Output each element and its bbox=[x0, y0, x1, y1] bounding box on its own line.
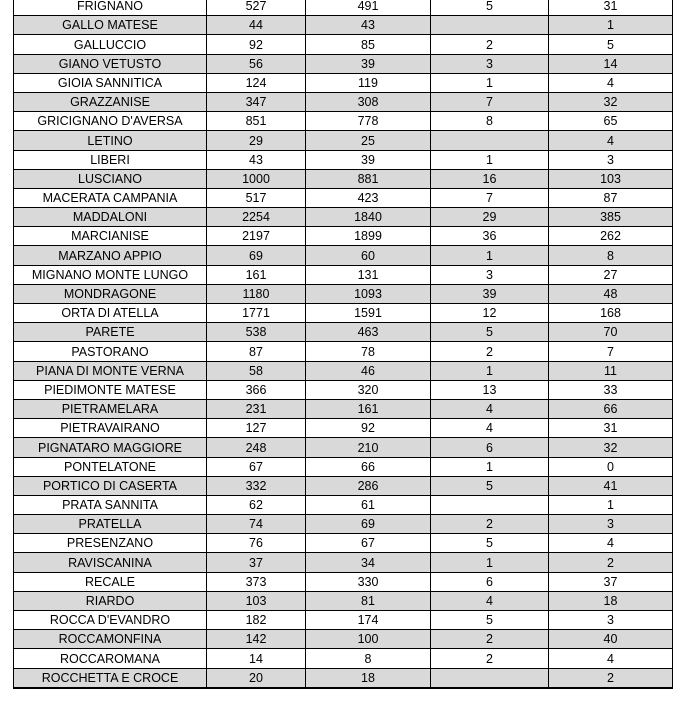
municipality-cell: ROCCAMONFINA bbox=[14, 630, 207, 649]
table-row bbox=[14, 380, 673, 399]
value-cell-1: 14 bbox=[207, 649, 306, 668]
value-cell-2: 308 bbox=[306, 92, 431, 111]
value-cell-3: 1 bbox=[431, 457, 549, 476]
value-cell-1: 37 bbox=[207, 553, 306, 572]
value-cell-4: 37 bbox=[549, 572, 673, 591]
municipality-cell: PRATELLA bbox=[14, 515, 207, 534]
value-cell-4: 27 bbox=[549, 265, 673, 284]
municipality-cell: ROCCA D'EVANDRO bbox=[14, 611, 207, 630]
value-cell-3: 1 bbox=[431, 150, 549, 169]
value-cell-2: 100 bbox=[306, 630, 431, 649]
municipality-cell: MONDRAGONE bbox=[14, 284, 207, 303]
value-cell-2: 119 bbox=[306, 73, 431, 92]
value-cell-4: 18 bbox=[549, 591, 673, 610]
value-cell-2: 25 bbox=[306, 131, 431, 150]
table-row bbox=[14, 668, 673, 688]
value-cell-3: 2 bbox=[431, 35, 549, 54]
value-cell-2: 43 bbox=[306, 16, 431, 35]
municipality-cell: PARETE bbox=[14, 323, 207, 342]
value-cell-4: 32 bbox=[549, 92, 673, 111]
value-cell-1: 2254 bbox=[207, 208, 306, 227]
value-cell-4: 11 bbox=[549, 361, 673, 380]
value-cell-1: 538 bbox=[207, 323, 306, 342]
value-cell-2: 39 bbox=[306, 54, 431, 73]
value-cell-4: 70 bbox=[549, 323, 673, 342]
municipality-cell: LUSCIANO bbox=[14, 169, 207, 188]
value-cell-3 bbox=[431, 16, 549, 35]
table-row bbox=[14, 131, 673, 150]
value-cell-3 bbox=[431, 668, 549, 688]
value-cell-1: 76 bbox=[207, 534, 306, 553]
value-cell-2: 174 bbox=[306, 611, 431, 630]
value-cell-3: 36 bbox=[431, 227, 549, 246]
value-cell-2: 46 bbox=[306, 361, 431, 380]
value-cell-2: 491 bbox=[306, 0, 431, 16]
table-row bbox=[14, 92, 673, 111]
value-cell-3 bbox=[431, 131, 549, 150]
table-row bbox=[14, 227, 673, 246]
table-body bbox=[14, 0, 673, 688]
value-cell-1: 161 bbox=[207, 265, 306, 284]
value-cell-1: 248 bbox=[207, 438, 306, 457]
municipality-cell: MIGNANO MONTE LUNGO bbox=[14, 265, 207, 284]
value-cell-3: 1 bbox=[431, 361, 549, 380]
value-cell-3: 2 bbox=[431, 515, 549, 534]
value-cell-4: 32 bbox=[549, 438, 673, 457]
value-cell-2: 85 bbox=[306, 35, 431, 54]
municipality-cell: RIARDO bbox=[14, 591, 207, 610]
value-cell-2: 81 bbox=[306, 591, 431, 610]
table-row bbox=[14, 611, 673, 630]
value-cell-1: 851 bbox=[207, 112, 306, 131]
table-row bbox=[14, 323, 673, 342]
value-cell-2: 1899 bbox=[306, 227, 431, 246]
value-cell-3: 5 bbox=[431, 534, 549, 553]
value-cell-2: 286 bbox=[306, 476, 431, 495]
value-cell-1: 103 bbox=[207, 591, 306, 610]
table-row bbox=[14, 188, 673, 207]
value-cell-3: 1 bbox=[431, 553, 549, 572]
value-cell-4: 14 bbox=[549, 54, 673, 73]
municipality-cell: PASTORANO bbox=[14, 342, 207, 361]
value-cell-3: 5 bbox=[431, 323, 549, 342]
value-cell-3: 5 bbox=[431, 0, 549, 16]
value-cell-4: 1 bbox=[549, 16, 673, 35]
value-cell-4: 0 bbox=[549, 457, 673, 476]
table-row bbox=[14, 534, 673, 553]
municipality-cell: MARCIANISE bbox=[14, 227, 207, 246]
table-row bbox=[14, 495, 673, 514]
value-cell-4: 4 bbox=[549, 534, 673, 553]
value-cell-4: 48 bbox=[549, 284, 673, 303]
table-row bbox=[14, 304, 673, 323]
value-cell-3: 2 bbox=[431, 630, 549, 649]
value-cell-1: 87 bbox=[207, 342, 306, 361]
value-cell-4: 65 bbox=[549, 112, 673, 131]
value-cell-4: 87 bbox=[549, 188, 673, 207]
value-cell-2: 69 bbox=[306, 515, 431, 534]
value-cell-1: 58 bbox=[207, 361, 306, 380]
value-cell-2: 131 bbox=[306, 265, 431, 284]
table-row bbox=[14, 361, 673, 380]
value-cell-1: 43 bbox=[207, 150, 306, 169]
value-cell-2: 1093 bbox=[306, 284, 431, 303]
value-cell-2: 1840 bbox=[306, 208, 431, 227]
value-cell-4: 168 bbox=[549, 304, 673, 323]
value-cell-3: 1 bbox=[431, 73, 549, 92]
table-row bbox=[14, 284, 673, 303]
value-cell-1: 1771 bbox=[207, 304, 306, 323]
municipality-cell: GRICIGNANO D'AVERSA bbox=[14, 112, 207, 131]
value-cell-2: 39 bbox=[306, 150, 431, 169]
municipality-cell: GIANO VETUSTO bbox=[14, 54, 207, 73]
value-cell-2: 67 bbox=[306, 534, 431, 553]
value-cell-1: 20 bbox=[207, 668, 306, 688]
value-cell-2: 1591 bbox=[306, 304, 431, 323]
municipality-cell: MARZANO APPIO bbox=[14, 246, 207, 265]
value-cell-2: 161 bbox=[306, 399, 431, 418]
municipality-cell: PIANA DI MONTE VERNA bbox=[14, 361, 207, 380]
value-cell-2: 8 bbox=[306, 649, 431, 668]
value-cell-4: 3 bbox=[549, 515, 673, 534]
value-cell-3: 2 bbox=[431, 342, 549, 361]
value-cell-1: 67 bbox=[207, 457, 306, 476]
municipality-cell: PIETRAVAIRANO bbox=[14, 419, 207, 438]
municipality-cell: ORTA DI ATELLA bbox=[14, 304, 207, 323]
value-cell-4: 3 bbox=[549, 150, 673, 169]
value-cell-3: 12 bbox=[431, 304, 549, 323]
table-row bbox=[14, 399, 673, 418]
value-cell-1: 2197 bbox=[207, 227, 306, 246]
municipality-cell: RECALE bbox=[14, 572, 207, 591]
municipality-cell: GALLUCCIO bbox=[14, 35, 207, 54]
table-row bbox=[14, 246, 673, 265]
value-cell-3: 5 bbox=[431, 476, 549, 495]
table-row bbox=[14, 515, 673, 534]
value-cell-3: 4 bbox=[431, 399, 549, 418]
table-row bbox=[14, 476, 673, 495]
municipality-cell: PORTICO DI CASERTA bbox=[14, 476, 207, 495]
value-cell-3: 5 bbox=[431, 611, 549, 630]
value-cell-4: 1 bbox=[549, 495, 673, 514]
municipality-cell: RAVISCANINA bbox=[14, 553, 207, 572]
municipality-cell: PIEDIMONTE MATESE bbox=[14, 380, 207, 399]
value-cell-1: 142 bbox=[207, 630, 306, 649]
value-cell-4: 4 bbox=[549, 649, 673, 668]
municipality-cell: ROCCAROMANA bbox=[14, 649, 207, 668]
value-cell-2: 92 bbox=[306, 419, 431, 438]
value-cell-4: 4 bbox=[549, 73, 673, 92]
table-row bbox=[14, 54, 673, 73]
municipality-cell: PIGNATARO MAGGIORE bbox=[14, 438, 207, 457]
value-cell-2: 330 bbox=[306, 572, 431, 591]
table-row bbox=[14, 0, 673, 16]
value-cell-3: 8 bbox=[431, 112, 549, 131]
value-cell-2: 210 bbox=[306, 438, 431, 457]
value-cell-1: 366 bbox=[207, 380, 306, 399]
municipality-cell: LIBERI bbox=[14, 150, 207, 169]
municipality-cell: GIOIA SANNITICA bbox=[14, 73, 207, 92]
value-cell-1: 29 bbox=[207, 131, 306, 150]
value-cell-4: 4 bbox=[549, 131, 673, 150]
value-cell-4: 31 bbox=[549, 0, 673, 16]
municipality-cell: PRATA SANNITA bbox=[14, 495, 207, 514]
value-cell-3: 39 bbox=[431, 284, 549, 303]
municipality-cell: GALLO MATESE bbox=[14, 16, 207, 35]
table-row bbox=[14, 438, 673, 457]
value-cell-2: 66 bbox=[306, 457, 431, 476]
value-cell-4: 103 bbox=[549, 169, 673, 188]
value-cell-3: 3 bbox=[431, 54, 549, 73]
value-cell-1: 347 bbox=[207, 92, 306, 111]
value-cell-2: 881 bbox=[306, 169, 431, 188]
value-cell-3: 1 bbox=[431, 246, 549, 265]
value-cell-3: 7 bbox=[431, 188, 549, 207]
value-cell-4: 5 bbox=[549, 35, 673, 54]
value-cell-4: 41 bbox=[549, 476, 673, 495]
value-cell-4: 2 bbox=[549, 668, 673, 688]
value-cell-4: 40 bbox=[549, 630, 673, 649]
value-cell-1: 332 bbox=[207, 476, 306, 495]
table-row bbox=[14, 591, 673, 610]
municipality-cell: ROCCHETTA E CROCE bbox=[14, 668, 207, 688]
value-cell-1: 527 bbox=[207, 0, 306, 16]
table-row bbox=[14, 419, 673, 438]
table-row bbox=[14, 73, 673, 92]
value-cell-2: 423 bbox=[306, 188, 431, 207]
value-cell-2: 463 bbox=[306, 323, 431, 342]
value-cell-1: 69 bbox=[207, 246, 306, 265]
table-row bbox=[14, 649, 673, 668]
value-cell-1: 56 bbox=[207, 54, 306, 73]
value-cell-4: 385 bbox=[549, 208, 673, 227]
municipality-cell: GRAZZANISE bbox=[14, 92, 207, 111]
value-cell-2: 18 bbox=[306, 668, 431, 688]
value-cell-1: 74 bbox=[207, 515, 306, 534]
table-row bbox=[14, 208, 673, 227]
municipality-cell: FRIGNANO bbox=[14, 0, 207, 16]
value-cell-1: 1000 bbox=[207, 169, 306, 188]
table-row bbox=[14, 457, 673, 476]
table-row bbox=[14, 35, 673, 54]
municipality-cell: PRESENZANO bbox=[14, 534, 207, 553]
value-cell-4: 33 bbox=[549, 380, 673, 399]
table-row bbox=[14, 16, 673, 35]
value-cell-3: 7 bbox=[431, 92, 549, 111]
value-cell-3: 6 bbox=[431, 438, 549, 457]
value-cell-2: 78 bbox=[306, 342, 431, 361]
value-cell-4: 2 bbox=[549, 553, 673, 572]
value-cell-4: 66 bbox=[549, 399, 673, 418]
value-cell-1: 517 bbox=[207, 188, 306, 207]
municipality-cell: MADDALONI bbox=[14, 208, 207, 227]
table-row bbox=[14, 169, 673, 188]
municipality-cell: LETINO bbox=[14, 131, 207, 150]
table-row bbox=[14, 630, 673, 649]
table-row bbox=[14, 342, 673, 361]
value-cell-2: 778 bbox=[306, 112, 431, 131]
value-cell-3: 4 bbox=[431, 419, 549, 438]
value-cell-4: 262 bbox=[549, 227, 673, 246]
value-cell-3: 3 bbox=[431, 265, 549, 284]
value-cell-2: 320 bbox=[306, 380, 431, 399]
value-cell-1: 231 bbox=[207, 399, 306, 418]
value-cell-3: 2 bbox=[431, 649, 549, 668]
data-table bbox=[13, 0, 673, 689]
value-cell-3: 4 bbox=[431, 591, 549, 610]
value-cell-2: 60 bbox=[306, 246, 431, 265]
value-cell-4: 31 bbox=[549, 419, 673, 438]
value-cell-1: 92 bbox=[207, 35, 306, 54]
value-cell-3 bbox=[431, 495, 549, 514]
value-cell-4: 8 bbox=[549, 246, 673, 265]
value-cell-1: 127 bbox=[207, 419, 306, 438]
value-cell-3: 6 bbox=[431, 572, 549, 591]
value-cell-1: 124 bbox=[207, 73, 306, 92]
value-cell-3: 16 bbox=[431, 169, 549, 188]
value-cell-3: 29 bbox=[431, 208, 549, 227]
value-cell-1: 182 bbox=[207, 611, 306, 630]
value-cell-1: 62 bbox=[207, 495, 306, 514]
municipality-cell: PONTELATONE bbox=[14, 457, 207, 476]
municipality-cell: PIETRAMELARA bbox=[14, 399, 207, 418]
value-cell-1: 44 bbox=[207, 16, 306, 35]
value-cell-3: 13 bbox=[431, 380, 549, 399]
value-cell-4: 7 bbox=[549, 342, 673, 361]
value-cell-1: 1180 bbox=[207, 284, 306, 303]
value-cell-2: 34 bbox=[306, 553, 431, 572]
table-row bbox=[14, 150, 673, 169]
value-cell-4: 3 bbox=[549, 611, 673, 630]
table-row bbox=[14, 553, 673, 572]
municipality-cell: MACERATA CAMPANIA bbox=[14, 188, 207, 207]
table-row bbox=[14, 265, 673, 284]
table-row bbox=[14, 112, 673, 131]
value-cell-1: 373 bbox=[207, 572, 306, 591]
value-cell-2: 61 bbox=[306, 495, 431, 514]
table-row bbox=[14, 572, 673, 591]
